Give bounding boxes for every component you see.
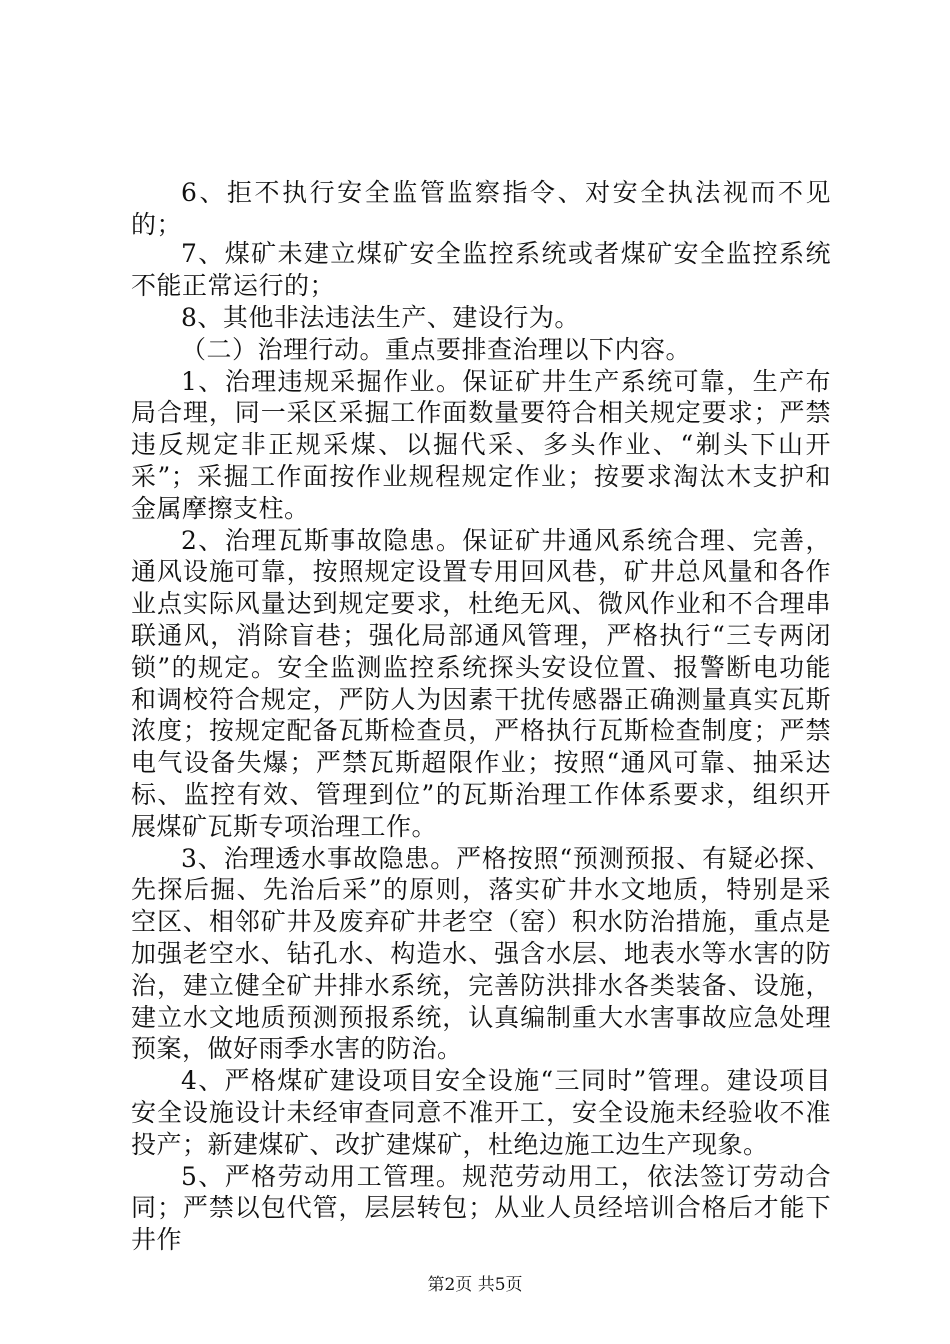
- page-number-label: 第2页 共5页: [427, 1275, 523, 1295]
- paragraph-item-6: [131, 177, 831, 241]
- paragraph-item-5: 5、严格劳动用工管理。规范劳动用工，依法签订劳动合同；严禁以包代管，层层转包；从业人员经培训合格后才能下井作: [131, 1161, 831, 1255]
- paragraph-item-2: 2、治理瓦斯事故隐患。保证矿井通风系统合理、完善，通风设施可靠，按照规定设置专用回风巷，矿井总风量和各作业点实际风量达到规定要求，杜绝无风、微风作业和不合理串联通风，消除盲巷；强化局部通风管理，严格执行“三专两闭锁”的规定。安全监测监控系统探头安设位置、报警断电功能和调校符合规定，严防人为因素干扰传感器正确测量真实瓦斯浓度；按规定配备瓦斯检查员，严格执行瓦斯检查制度；严禁电气设备失爆；严禁瓦斯超限作业；按照“通风可靠、抽采达标、监控有效、管理到位”的瓦斯治理工作体系要求，组织开展煤矿瓦斯专项治理工作。: [131, 525, 831, 841]
- paragraph-item-8: 8、其他非法违法生产、建设行为。: [181, 303, 580, 332]
- paragraph-item-1: 1、治理违规采掘作业。保证矿井生产系统可靠，生产布局合理，同一采区采掘工作面数量要符合相关规定要求；严禁违反规定非正规采煤、以掘代采、多头作业、“剃头下山开采”；采掘工作面按作业规程规定作业；按要求淘汰木支护和金属摩擦支柱。: [131, 366, 831, 523]
- paragraph-text: 7、煤矿未建立煤矿安全监控系统或者煤矿安全监控系统不能正常运行的；: [131, 239, 831, 300]
- paragraph-item-3: 3、治理透水事故隐患。严格按照“预测预报、有疑必探、先探后掘、先治后采”的原则，落实矿井水文地质，特别是采空区、相邻矿井及废弃矿井老空（窑）积水防治措施，重点是加强老空水、钻孔水、构造水、强含水层、地表水等水害的防治，建立健全矿井排水系统，完善防洪排水各类装备、设施，建立水文地质预测预报系统，认真编制重大水害事故应急处理预案，做好雨季水害的防治。: [131, 843, 831, 1064]
- paragraph-item-7: [131, 238, 831, 302]
- paragraph-text: 6、拒不执行安全监管监察指令、对安全执法视而不见的；: [131, 178, 831, 239]
- paragraph-item-4: 4、严格煤矿建设项目安全设施“三同时”管理。建设项目安全设施设计未经审查同意不准开工，安全设施未经验收不准投产；新建煤矿、改扩建煤矿，杜绝边施工边生产现象。: [131, 1066, 831, 1159]
- document-body: [131, 302, 831, 1256]
- page-footer: [0, 1270, 950, 1295]
- section-heading-2: （二）治理行动。重点要排查治理以下内容。: [181, 334, 692, 364]
